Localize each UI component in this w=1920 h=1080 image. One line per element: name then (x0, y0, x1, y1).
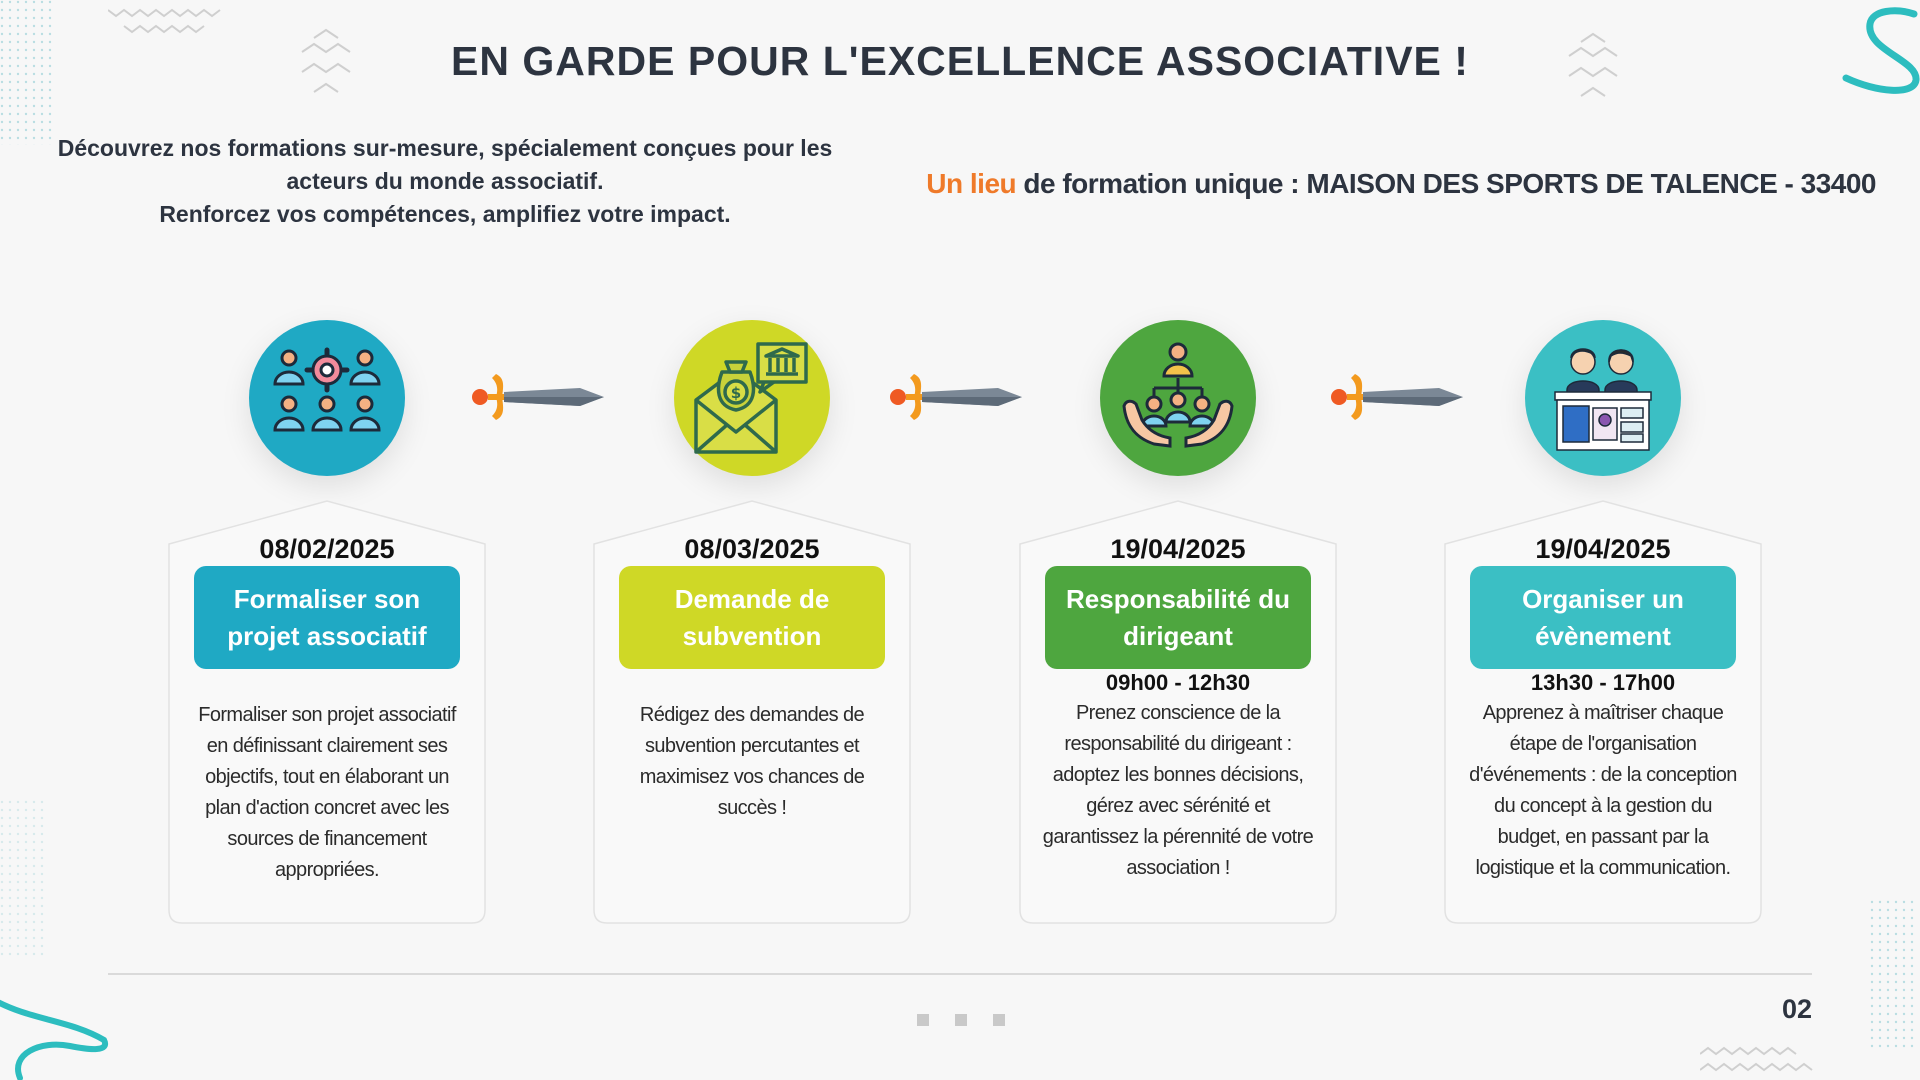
pagination-dots (917, 1014, 1005, 1026)
intro-line: acteurs du monde associatif. (286, 168, 604, 194)
step-2-icon-circle (674, 320, 830, 476)
card-title-badge: Formaliser son projet associatif (194, 566, 460, 669)
card-description: Apprenez à maîtriser chaque étape de l'organisation d'événements : de la conception du concept à la gestion du budget, en passant par la logistique et la communication. (1469, 702, 1737, 879)
training-card-4 (1444, 500, 1762, 924)
intro-text (20, 132, 870, 231)
card-date: 08/02/2025 (259, 534, 395, 564)
zigzag-decoration (1700, 1044, 1815, 1080)
dot-grid-decoration (1870, 900, 1920, 1050)
page-title: EN GARDE POUR L'EXCELLENCE ASSOCIATIVE ! (451, 38, 1469, 84)
step-1-icon-circle (249, 320, 405, 476)
pagination-dot (917, 1014, 929, 1026)
hands-leader-icon (1120, 340, 1236, 456)
card-description: Prenez conscience de la responsabilité du dirigeant : adoptez les bonnes décisions, gérez avec sérénité et garantissez la pérennité de votre association ! (1042, 702, 1314, 879)
dot-grid-decoration (0, 800, 48, 960)
event-stand-icon (1545, 340, 1661, 456)
page-number: 02 (1781, 994, 1812, 1024)
zigzag-decoration (108, 4, 223, 38)
sword-arrow-icon (1327, 368, 1467, 426)
money-envelope-bank-icon (694, 340, 810, 456)
card-title-badge: Organiser un évènement (1470, 566, 1736, 669)
training-card-2 (593, 500, 911, 924)
card-date: 19/04/2025 (1535, 534, 1671, 564)
card-title-badge: Responsabilité du dirigeant (1045, 566, 1311, 669)
venue-place: MAISON DES SPORTS DE TALENCE - 33400 (1306, 168, 1876, 199)
footer-divider (108, 973, 1812, 975)
step-3-icon-circle (1100, 320, 1256, 476)
card-title-badge: Demande de subvention (619, 566, 885, 669)
card-description: Formaliser son projet associatif en définissant clairement ses objectifs, tout en élaborant un plan d'action concret avec les sources de financement appropriées. (198, 704, 456, 881)
venue-label: de formation unique : (1016, 168, 1307, 199)
card-time: 13h30 - 17h00 (1530, 670, 1676, 695)
sword-arrow-icon (886, 368, 1026, 426)
intro-line: Renforcez vos compétences, amplifiez votre impact. (159, 201, 731, 227)
sword-arrow-icon (468, 368, 608, 426)
card-date: 08/03/2025 (684, 534, 820, 564)
step-4-icon-circle (1525, 320, 1681, 476)
svg-text:$: $ (730, 384, 742, 402)
training-card-3 (1019, 500, 1337, 924)
card-date: 19/04/2025 (1110, 534, 1246, 564)
pagination-dot (955, 1014, 967, 1026)
squiggle-decoration (0, 970, 112, 1080)
card-description: Rédigez des demandes de subvention percutantes et maximisez vos chances de succès ! (639, 704, 865, 819)
venue-accent: Un lieu (926, 168, 1017, 199)
pagination-dot (993, 1014, 1005, 1026)
team-gear-icon (271, 342, 383, 454)
venue-line (926, 168, 1876, 200)
training-card-1 (168, 500, 486, 924)
card-time: 09h00 - 12h30 (1105, 670, 1251, 695)
intro-line: Découvrez nos formations sur-mesure, spécialement conçues pour les (57, 135, 833, 161)
